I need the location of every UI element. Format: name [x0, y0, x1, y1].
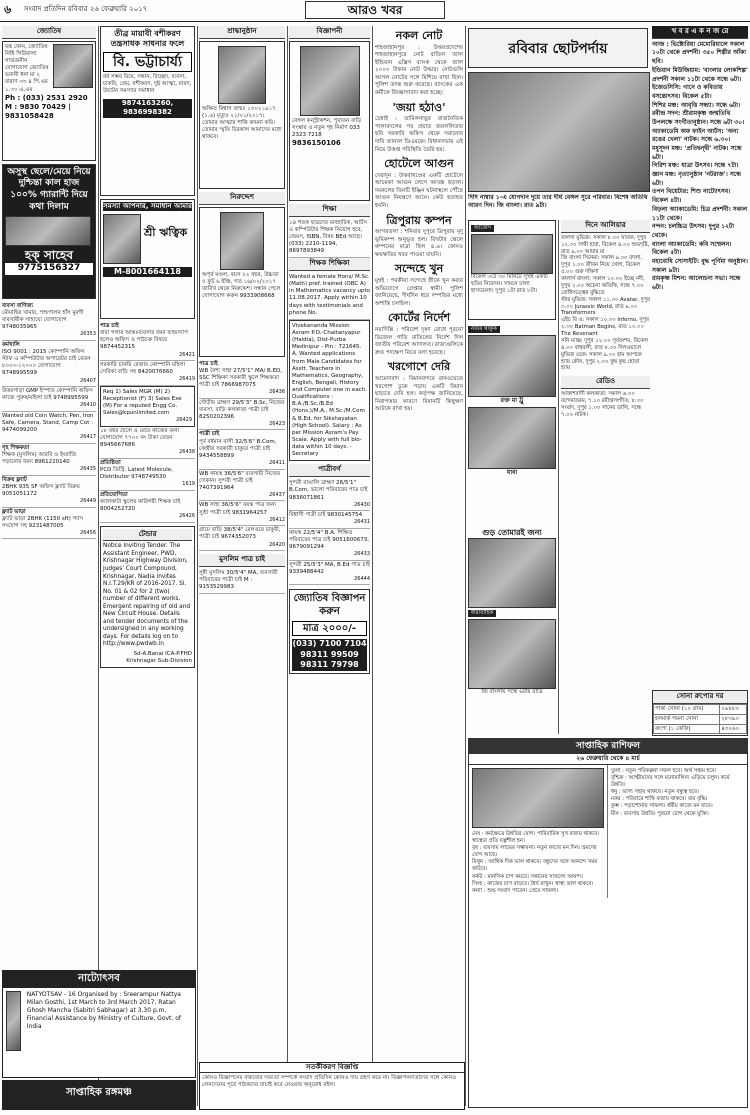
zodiac-entry: কন্যা : শুভ সংবাদ পাবেন। প্রেমে সাফল্য।	[472, 887, 559, 894]
rate-value: ২৯৮৮০	[720, 704, 747, 714]
classified-entry	[199, 399, 285, 431]
tv-section-banner: রবিবার ছোটপর্দায়	[468, 28, 648, 68]
glance-item: মহাবোধি সোসাইটি: বুদ্ধ পূর্ণিমা অনুষ্ঠান। সকাল ৯টা।	[652, 257, 748, 274]
classified-entry	[2, 412, 96, 444]
glance-item: রামকৃষ্ণ মিশন: আলোচনা সভা। সন্ধে ৬টা।	[652, 275, 741, 291]
classified-text: উত্তরপাড়া GMP ইস্পাত কোম্পানি অফিস কাজে পুরুষ/মহিলা চাই 9748995599	[2, 388, 93, 402]
zodiac-entry: কুম্ভ : পড়াশোনায় সাফল্য। ধর্মীয় কাজে মন যাবে।	[611, 803, 713, 810]
classified-heading: ফ্ল্যাট ভাড়া	[2, 508, 26, 515]
classified-code: 26449	[80, 498, 96, 505]
feature-photo	[468, 72, 650, 192]
classified-text: 2BHK 935 SF অফিস ফ্ল্যাট বিক্রয় 9051051172	[2, 483, 80, 497]
tender-heading: টেন্ডার	[103, 529, 192, 542]
classified-entry	[199, 470, 285, 502]
classified-code: 26417	[80, 434, 96, 441]
ad-photo	[5, 216, 91, 246]
headline: হোটেলে আগুন	[384, 157, 454, 171]
classified-code: 1619	[182, 481, 195, 488]
classified-text: মৌমাছির খামার, পশুপালন হাঁস মুরগী ব্যবসায়ীক সাহায্যে যোগাযোগ 9748035965	[2, 309, 84, 331]
tantra-ad	[100, 26, 195, 196]
classified-text: ISO 9001 : 2015 কোম্পানি অফিস স্টাফ ও কম্পিউটার অপারেটর চাই বেতন ৮০০০-১২০০০ যোগাযোগ 9748995599	[2, 348, 91, 377]
ad-photo	[103, 214, 141, 264]
ad-title: অসুস্থ ছেলে/মেয়ে নিয়ে দুশ্চিন্তা কাল হাজ ১০০% গ্যারান্টি দিয়ে কথা দিলাম	[7, 166, 91, 212]
classified-text: WB সাহা 36/5'6" বয়স্ক পাত্র জন্য সুশ্রী পাত্রী চাই 9831964257	[199, 502, 276, 516]
classified-text: কায়স্থ 22/5'4" B.A. শিক্ষিত পরিবারের পাত্র চাই 9051600673, 9679091294	[289, 529, 370, 551]
category-heading: শিক্ষা	[289, 204, 370, 217]
table-row	[654, 714, 747, 724]
tv-photo	[471, 234, 553, 274]
classified-code: 26421	[179, 351, 195, 358]
category-heading: মুসলিম পাত্র চাই	[199, 554, 285, 567]
classified-heading: পাত্র চাই	[199, 360, 218, 367]
classified-entry	[2, 302, 96, 341]
ad-price: মাত্র ২০০০/-	[292, 621, 367, 636]
ad-name: বি. ভট্টাচার্য্য	[103, 52, 192, 72]
classified-entry	[100, 322, 195, 361]
glance-item: ইজেডসিসি: গানে ও কবিতায় বসন্তোৎসব। বিকেল ৫টা।	[652, 84, 723, 100]
headline: 'জয়া হঠাও'	[392, 100, 446, 114]
story-body: নয়াদিল্লি : পরিবেশ দূষণ রোধে পুরনো ডিজেল গাড়ি বাতিলের নির্দেশ দিল জাতীয় পরিবেশ আদালত। রাজ্যগুলিকে দ্রুত পদক্ষেপ নিতে বলা হয়েছে।	[375, 327, 463, 356]
column-rule	[372, 26, 373, 1106]
ad-name: শ্রী ঋত্বিক	[144, 226, 188, 240]
column-rule	[465, 26, 466, 1106]
zodiac-entry: কর্কট : মানসিক চাপ কমবে। সন্তানের সাফল্যে আনন্দ।	[472, 873, 583, 880]
tv-caption: দিদি নাম্বার ১-এ যোগদান দুয়ে তার দীর্ঘ বেঙ্গল সুরে পরিবার। বিশেষ অতিথি আরণ দিন। জি বাংলা। রাত ৯টা।	[468, 194, 648, 209]
story-body: আগরতলা : শনিবার দুপুরে ত্রিপুরায় মৃদু ভূমিকম্প অনুভূত হল। রিখটার স্কেলে কম্পনের মাত্রা ছিল ৪.৬। কোনও ক্ষয়ক্ষতির খবর পাওয়া যায়নি।	[375, 229, 463, 258]
classified-entry	[2, 444, 96, 476]
classified-code: 26411	[269, 460, 285, 467]
zodiac-entry: মিথুন : আর্থিক দিক ভাল থাকবে। বন্ধুদের সঙ্গে আনন্দে সময় কাটবে।	[472, 859, 598, 873]
news-at-a-glance	[652, 26, 748, 736]
classified-code: 26433	[354, 551, 370, 558]
glance-item: বাংলা অ্যাকাডেমি: কবি সম্মেলন। বিকেল ৫টা।	[652, 240, 732, 257]
classified-code: 26430	[354, 501, 370, 508]
classified-heading: প্রতিযোগিতা	[100, 491, 128, 498]
ad-heading: সাপ্তাহিক রঙ্গমঞ্চ	[3, 1081, 195, 1109]
classified-entry	[100, 386, 195, 427]
notice-text: কোনও বিজ্ঞাপনের বক্তব্যের সত্যতা সম্পর্কে সংবাদ প্রতিদিন কোনও দায় গ্রহণ করে না। বিজ্ঞাপনদাতাদের সঙ্গে কোনও লেনদেনের পূর্বে পাঠকদের যাচাই করে নেওয়ার অনুরোধ রইল।	[202, 1074, 457, 1089]
tender-text: Notice Inviting Tender. The Assistant Engineer, PWD, Krishnagar Highway Division, Judges' Court Compound, Krishnagar, Nadia invites N.I.T.29/KR of 2016-2017. SI. No. 01 & 02 for 2 (two) number of different works, Emergent repairing of old and New Circuit House. Details and tender documents of the undersigned in any working days. For details log on to http://www.pwdwb.in	[103, 543, 191, 648]
schedule-heading: দিনে আলিয়ার	[561, 220, 650, 233]
classified-heading: বিক্রয় ফ্ল্যাট	[2, 476, 27, 483]
caution-notice	[199, 1062, 465, 1110]
rate-label: রুপো (১ কেজি)	[654, 724, 720, 734]
classified-entry	[100, 459, 195, 491]
schedule-entry: সনি ম্যাক্স: দুপুর ১২.০০ সূর্যবংশম, বিকেল ৪.০০ বাহুবলী, রাত ৮.০০ দিলওয়ালে	[561, 337, 648, 351]
classifieds-column-1	[2, 26, 96, 1112]
missing-person-photo	[220, 212, 264, 270]
classified-entry	[2, 476, 96, 508]
classified-heading: পাত্র চাই	[100, 323, 119, 329]
classified-entry	[2, 508, 96, 540]
story-body: আমেদাবাদ : বিমানবন্দরে রানওয়েতে খরগোশ ঢুকে পড়ায় একটি বিমান ছাড়তে দেরি হল। কর্তৃপক্ষ জানিয়েছে, নিরাপত্তার কারণে বিমানটি কিছুক্ষণ আটকে রাখা হয়।	[375, 376, 463, 413]
ad-title: তীব্র মায়াবী বশীকরণ তন্ত্রসাধক সাধনার ফলে	[110, 29, 185, 49]
obituary-text: অক্ষিত বিশ্বাস জন্মঃ ১৩০২১৯১৭ (১.৬) মৃত্যুঃ ২১/০১/২০১৭। তোমার আত্মার শান্তি কামনা করি। তোমার স্মৃতি চিরকাল আমাদের মধ্যে থাকবে।	[202, 105, 282, 141]
classified-code: 26435	[80, 466, 96, 473]
glance-item: গিরিশ মঞ্চ: যাত্রা উৎসব। সন্ধে ৭টা।	[652, 162, 739, 170]
horoscope-dates: ২৬ ফেব্রুয়ারি থেকে ৪ মার্চ	[469, 754, 747, 765]
schedule-entry: এইচ বি ও: সকাল ১০.৩০ Inferno, দুপুর ২.৩০ Batman Begins, রাত ১০.০০ The Revenant	[561, 317, 649, 337]
category-heading: বিজ্ঞাপনী	[289, 26, 370, 39]
glance-item: তপন থিয়েটার: শিশু নাট্যোৎসব। বিকেল ৪টা।	[652, 188, 731, 205]
classified-entry	[289, 320, 370, 462]
ad-heading: নাট্যোৎসব	[3, 971, 195, 988]
jyotish-advert	[289, 589, 370, 673]
classified-code: 26426	[179, 513, 195, 520]
classified-entry	[289, 561, 370, 586]
story-body: দেরাদুন : উত্তরাখণ্ডের একটি হোটেলে আচমকা আগুন লেগে আতঙ্ক ছড়াল। দমকলের তিনটি ইঞ্জিন ঘটনাস্থলে পৌঁছে আগুন নিয়ন্ত্রণে আনে। কেউ হতাহত হননি।	[375, 172, 463, 209]
section-title: আরও খবর	[305, 1, 445, 19]
tv-block	[468, 528, 556, 733]
classifieds-column-3	[199, 26, 285, 1106]
gold-rate-box	[652, 690, 748, 736]
tv-caption: যাবা	[506, 469, 518, 477]
classified-text: গৌড়ীয় ব্রাহ্মণ 29/5'3" B.Sc, নিজের ব্যবসা, বাড়ি কলকাতা পাত্রী চাই 8250202396	[199, 399, 285, 420]
tv-label: ধারাবাহিক	[468, 610, 496, 617]
glance-item: রবীন্দ্র সদন: শ্রীরামকৃষ্ণ জন্মতিথি উপলক্ষে সংগীতানুষ্ঠান। সন্ধে ৬টা ৩০।	[652, 110, 745, 126]
story-body: শাহজাহানপুর : উত্তরপ্রদেশের শাহজাহানপুরে নোট বাতিল জাল ইন্ডিয়ান এক্সিস ব্যাংক থেকে জাল ২০০০ টাকার নোট উদ্ধার। নোটগুলি আসল নোটের সঙ্গে মিশিয়ে রাখা ছিল। পুলিশ তদন্ত শুরু করেছে। ব্যাংকের এক কর্মীকে জিজ্ঞাসাবাদ করা হচ্ছে।	[375, 44, 463, 97]
astrology-ad	[2, 41, 96, 161]
tv-label: নজর থাকুক	[468, 326, 500, 333]
classified-text: Vivekananda Mission Asram P.O.-Chaitanyapur (Haldia), Dist-Purba Medinipur - Pin : 721645. A. Wanted applications from Male Candidates for Asstt. Teachers in Mathematics, Geography, English, Bengali, History and Computer one in each. Qualifications : B.A./B.Sc./B.Ed (Hons.)/M.A., M.Sc./M.Com & B.Ed. for Sikshayatan (High School). Salary : As per Mission Asram's Pay Scale. Apply with full bio-data within 10 days. -Secretary	[292, 322, 367, 458]
tv-title: গুড় তোমারই জন্য	[482, 528, 542, 537]
tv-block	[468, 220, 556, 320]
classified-text: বিশ্বাসী পাত্রী চাই 9830145754	[289, 512, 363, 519]
classified-text: WB কায়স্থ 36/5'6" ব্যবসায়ী নিজের দোকান। সুন্দরী পাত্রী চাই 7407391964	[199, 470, 281, 491]
classified-code: 26420	[269, 541, 285, 548]
headline: ত্রিপুরায় কম্পন	[386, 213, 452, 227]
headline: সন্দেহে খুন	[394, 262, 444, 276]
classified-heading: কর্মখালি	[2, 341, 20, 348]
classified-text: পূর্ব বর্ধমান বাসী 32/5'6" B.Com, কেন্দ্রীয় সরকারী চাকুরে পাত্রী চাই 9434558899	[199, 438, 277, 459]
classified-text: গ্রামে বাড়ি 38/5'4" রেলওয়ে চাকুরী, পাত্রী চাই 9674352073	[199, 527, 281, 541]
glance-heading: খ ব র এ ক ন জ রে	[652, 26, 748, 39]
glance-item: মধুসূদন মঞ্চ: 'প্রতিদ্বন্দ্বী' নাটক। সন্ধে ৬টা।	[652, 145, 742, 161]
ad-phone: M-8001664118	[103, 267, 192, 277]
radio-heading: রেডিও	[561, 376, 650, 389]
astrology-ad-3	[100, 199, 195, 319]
classified-code: 26353	[80, 331, 96, 338]
ad-text: NATYOTSAV - 16 Organised by : Sreerampur Nattya Milan Gosthi, 1st March to 3rd March 2017, Ratan Ghosh Mancha (Sabitri Sabhagar) at 3.30 p.m. Financial Assistance by Ministry of Culture, Govt. of India	[26, 990, 182, 1030]
classifieds-column-4	[289, 26, 370, 1106]
story-body: মুম্বই : পরকীয়া সন্দেহে স্ত্রীকে খুন করার অভিযোগে গ্রেপ্তার স্বামী। পুলিশ জানিয়েছে, দীর্ঘদিন ধরে দম্পতির মধ্যে অশান্তি চলছিল।	[375, 278, 463, 307]
classified-entry	[289, 529, 370, 561]
classified-text: সুন্নী মুসলিম 30/5'4" MA, ব্যবসায়ী পরিবারের পাত্রী চাই M : 9153529983	[199, 569, 278, 591]
rate-label: পাকা সোনা (১০ গ্রাম)	[654, 704, 720, 714]
page-number: ৬	[4, 3, 12, 16]
classified-text: WB বৈশ্য সাহা 27/5'1" MA/ B.ED, SSC শিক্ষিকা সরকারী স্কুলে শিক্ষকতা পাত্রী চাই 7866987075	[199, 367, 283, 388]
ad-phone: (033) 7100 7104 98311 99509 98311 79798	[292, 639, 367, 670]
ad-text: যন্ত্র ফোন, জ্যোতিষ নিধি গিরিবালা সার্ভজনীন যোগাযোগ জ্যোতিষ ভবানী ধনা মা ২ বারাণ ৩৩ ৪ পি.এম ১.৩০ এ.এম	[5, 43, 49, 93]
classified-text: সরকারি চাকরি রেজার কোম্পানি মহিলা সেবিকা বাড়ি সহ 8420076660	[100, 362, 186, 376]
column-rule	[98, 26, 99, 1106]
classifieds-column-2	[100, 26, 195, 966]
classified-text: PCD ডিস্ট্রি. Latest Molecule, DIstributor 9748749530	[100, 466, 173, 481]
tv-feature-photo	[468, 72, 650, 192]
astrologer-photo	[472, 768, 604, 828]
zodiac-entry: মকর : পরিবারে শান্তি বজায় থাকবে। ব্যয় বৃদ্ধি।	[611, 796, 708, 803]
rate-value: ২৮৩৯০	[720, 714, 747, 724]
schedule-entry: কালার্স বাংলা: সকাল ১০.০০ ইচ্ছে নদী, দুপুর ২.০০ অচেনা অতিথি, সন্ধে ৭.০০ বোধিসত্ত্বের বুদ্ধিতে	[561, 276, 645, 296]
obituary-photo	[218, 46, 266, 104]
news-column	[375, 26, 463, 1056]
rate-label: হলমার্ক গয়না সোনা	[654, 714, 720, 724]
classified-code: 26456	[80, 529, 96, 536]
classified-code: 26419	[179, 376, 195, 383]
schedule-entry: জি বাংলা সিনেমা: সকাল ৯.০০ বদলা, দুপুর ১.০০ জীবন নিয়ে খেলা, বিকেল ৫.০০ গুরু দক্ষিণা	[561, 255, 643, 276]
weekly-horoscope	[468, 738, 748, 1108]
ad-phone: Ph : (033) 2531 2920	[5, 93, 88, 102]
missing-person-notice	[199, 207, 285, 357]
glance-item: অ্যাকাডেমি অফ ফাইন আর্টস: 'অন্য রঙের খেলা' নাটক। সন্ধে ৬.৩০।	[652, 127, 739, 144]
classified-text: Wanted a female Hons/ M.Sc.(Math) pref. trained (OBC A) in Mathematics vacancy upto 11.08.2017. Apply within 10 days with testimonials and phone No.	[289, 273, 370, 316]
missing-text: অপূর্ব মণ্ডল, বয়স ২২ বছর, উচ্চতা ৫ ফুট ৬ ইঞ্চি, গত ১৬/০২/২০১৭ তারিখ থেকে নিরুদ্দেশ। সন্ধান পেলে যোগাযোগ করুন 9933908668	[202, 271, 281, 299]
construction-ad	[289, 41, 370, 201]
notice-title: সতর্কীকরণ বিজ্ঞপ্তি	[200, 1063, 464, 1073]
glance-item: ইন্ডিয়ান মিউজিয়াম: 'বাংলার লোকশিল্প' প্রদর্শনী সকাল ১১টা থেকে সন্ধে ৬টা।	[652, 66, 748, 83]
tender-signature: Sd-A.Banai ICA-P.FHD Krishnagar Sub-Division	[126, 650, 192, 664]
table-row	[654, 704, 747, 714]
classified-entry	[199, 526, 285, 551]
tv-photo	[468, 407, 556, 469]
classified-entry	[2, 341, 96, 387]
tv-text: বিকেল ৩টে ৩০ মিনিটে সুখই একটি ছবির নিবেদন। সামনে ঢালা হাস্যমেলা। দুপুর ১টা রাত ৮টা।	[471, 273, 548, 295]
schedule-entry: জলসা মুভিজ: সকাল ৮.০০ ঘাতক, দুপুর ১২.০০ সাথী হারা, বিকেল ৪.০০ শুভদৃষ্টি, রাত ৯.০০ আমার মা	[561, 234, 650, 255]
classified-entry	[289, 219, 370, 259]
glance-item: শিশির মঞ্চ: আবৃত্তি সন্ধ্যা। সন্ধে ৬টা।	[652, 101, 741, 109]
zodiac-entry: ধনু : ভাগ্য সহায় থাকবে। নতুন বন্ধুত্ব হবে।	[611, 789, 699, 796]
headline: কোর্টের নির্দেশ	[387, 311, 451, 325]
glance-item: নন্দন: চলচ্চিত্র উৎসব। দুপুর ১২টা থেকে।	[652, 223, 735, 239]
classified-entry	[199, 430, 285, 469]
headline: নকল নোট	[395, 29, 443, 42]
paper-header: সংবাদ প্রতিদিন রবিবার ২৬ ফেব্রুয়ারি ২০১৭	[24, 5, 148, 13]
classified-code: 26437	[269, 491, 285, 498]
schedule-entry: মুভিজ ওকে: সকাল ৯.০০ হাম আপকে হ্যায় কৌন, দুপুর ২.০০ কুছ কুছ হোতা হ্যায়	[561, 351, 642, 372]
glance-item: আজ : ভিক্টোরিয়া মেমোরিয়ালে সকাল ১০টা থেকে প্রদর্শনী। ৩৫০ শিল্পীর আঁকা ছবি।	[652, 40, 746, 66]
zodiac-entry: বৃষ : ব্যবসায় লাভের সম্ভাবনা। নতুন কাজে মন দিন। ভ্রমণের যোগ আছে।	[472, 845, 597, 859]
ad-text: বেঙ্গল কন্স্ট্রাকশন, পুরাতন বাড়ি সংস্কার ও নতুন গৃহ নির্মাণ 033 2323 7218	[292, 117, 362, 139]
tv-photo	[468, 619, 556, 689]
schedule-entry: স্টার মুভিজ: সকাল ১১.০০ Avatar, দুপুর ৩.০০ Jurassic World, রাত ৯.০০ Transformers	[561, 296, 650, 317]
tv-text: জি বাংলায় সন্ধে ৬টায় রাত্রি	[481, 688, 543, 695]
classified-code: 26438	[179, 449, 195, 456]
tv-photo	[468, 538, 556, 608]
ad-text: বর্ষ সম্ভব বিয়ে, সন্তান, বিচ্ছেদ, ব্যবসা, চাকরি, প্রেম, বশীকরণ, দুষ্ট আত্মা, মারণ, উচাটন সমস্যার সমাধান	[103, 73, 192, 95]
category-heading: নিরুদ্দেশ	[199, 192, 285, 205]
classified-code: 26444	[354, 575, 370, 582]
classified-text: ক্যালকাটা স্কুলের কারিগরী শিক্ষক চাই 8004252720	[100, 498, 181, 513]
classified-text: শিক্ষক (মুসলিম) আরবি ও ইংরাজি পড়ানোর জন্য 8961220140	[2, 451, 77, 465]
category-heading: জ্যোতিষ	[2, 26, 96, 39]
story-body: চেন্নাই : তামিলনাড়ুর রাজনৈতিক পালাবদলের পর প্রয়াত জয়ললিতার ছবি সরকারি অফিস থেকে সরানোর দাবি জানাল ডিএমকে। বিধানসভায় এই নিয়ে উত্তপ্ত পরিস্থিতি তৈরি হয়।	[375, 116, 463, 153]
rate-value: ৪৩২৬০	[720, 724, 747, 734]
glance-item: জ্ঞান মঞ্চ: নৃত্যানুষ্ঠান 'নটরাজ'। সন্ধে ৬টা।	[652, 171, 741, 187]
ad-title: সমস্যা আপনার, সমাধান আমার	[103, 202, 192, 210]
classified-entry	[289, 479, 370, 511]
classified-text: ১৪ শতক ছাত্রদের ব্যবহারিক, আর্টস ও কম্পিউটার শিক্ষক নিয়োগ হবে, জেমস, ISBN, বিষয় BEd আছে। (033) 2210-1194, 8697893849	[289, 219, 367, 255]
classified-entry	[100, 491, 195, 523]
ad-phone: 9775156327	[5, 263, 93, 275]
astrology-ad-2	[2, 164, 96, 299]
classified-heading: প্রতিষ্ঠিতা	[100, 459, 121, 466]
tv-caption: রক্ত মা ট্রু	[500, 396, 524, 404]
ad-phone: 9874163260, 9836998382	[103, 99, 192, 117]
classified-heading: গৃহ শিক্ষকতা	[2, 444, 30, 451]
classified-text: ফ্ল্যাট ভাড়া 2BHK (1150 sft) গ্যাস সংযোগ সহ 9231487005	[2, 515, 84, 529]
horoscope-title: সাপ্তাহিক রাশিফল	[469, 739, 747, 754]
classified-entry	[100, 361, 195, 386]
glance-item: বিড়লা অ্যাকাডেমি: চিত্র প্রদর্শনী। সকাল ১১টা থেকে।	[652, 205, 748, 222]
astrologer-photo	[53, 44, 93, 88]
radio-text: আকাশবাণী কলকাতা: সকাল ৬.০০ বন্দেমাতরম, ৭.১০ রবীন্দ্রসংগীত, ৮.০০ সংবাদ, দুপুর ১.০০ গানের ডালি, সন্ধে ৭.০০ নাটক।	[561, 391, 644, 418]
zodiac-entry: বৃশ্চিক : আত্মীয়দের সঙ্গে মনোমালিন্য এড়িয়ে চলুন। কর্মে উন্নতি।	[611, 774, 730, 789]
classified-heading: পাত্রী চাই	[199, 431, 220, 438]
classified-text: সুন্দরী বাঙালি ব্রাহ্মণ 26/5'1" B.Com, ভালো পরিবারের পাত্র চাই 9836071861	[289, 480, 368, 501]
classified-entry	[289, 511, 370, 529]
weekly-stage-ad	[2, 1080, 196, 1110]
classified-entry	[199, 360, 285, 399]
tender-notice	[100, 526, 195, 668]
category-heading: পাত্রীবর্গ	[289, 464, 370, 477]
classified-text: Wanted old Coin Watch, Pen, Iron Safe, Camera, Stand, Camp Cot : 9474099200	[2, 412, 94, 434]
zodiac-entry: তুলা : নতুন পরিকল্পনা সফল হবে। অর্থ সঞ্চয় হবে।	[611, 767, 717, 774]
classified-text: Req 1) Sales MGR (M) 2) Receptionist (F) 3) Sales Exe (M) For a reputed Engg Co. Sales@kpunlimited.com	[103, 388, 182, 417]
masthead	[0, 0, 750, 22]
classified-code: 26431	[354, 519, 370, 526]
zodiac-entry: সিংহ : কাজের চাপ বাড়বে। ধৈর্য রাখুন। স্বাস্থ্য ভাল থাকবে।	[472, 880, 594, 887]
tv-schedule	[558, 220, 650, 734]
classified-text: বাবা গলার আন্তঃব্যবসার জমা ফান্ডস্যাপ হলেও অফিস ও পাঠচক্র বিষয়ে 9874452315	[100, 330, 188, 351]
ad-photo	[300, 46, 360, 116]
gold-rate-table	[653, 704, 747, 735]
gold-heading: সোনা রুপোর দর	[653, 691, 747, 704]
classified-code: 26436	[269, 389, 285, 396]
ad-phone: 9836150106	[292, 139, 341, 148]
ad-mobile: M : 9830 70429 | 9831058428	[5, 102, 71, 120]
classified-code: 26410	[80, 402, 96, 409]
classified-entry	[289, 273, 370, 320]
column-rule	[287, 26, 288, 1106]
tv-block	[468, 324, 556, 524]
zodiac-entry: মীন : ব্যবসায় উন্নতি। পুরনো রোগ থেকে মুক্তি।	[611, 810, 709, 817]
classified-text: ১৮ বছর ছেলে ও মেয়ে কাজের জন্য যোগাযোগ ৭৭০০ নং টাকা বেতন 8945667686	[100, 427, 180, 449]
table-row	[654, 724, 747, 734]
column-rule	[197, 26, 198, 1106]
classified-code: 26423	[269, 420, 285, 427]
category-heading: শিক্ষক শিক্ষিকা	[289, 258, 370, 271]
classified-code: 26407	[80, 377, 96, 384]
obituary-notice	[199, 41, 285, 189]
classified-code: 26412	[269, 516, 285, 523]
classified-entry	[2, 387, 96, 412]
classified-heading: ব্যবসা বাণিজ্য	[2, 302, 33, 309]
zodiac-entry: মেষ : কর্মক্ষেত্রে উন্নতির যোগ। পারিবারিক সুখ বজায় থাকবে। স্বাস্থ্যের প্রতি যত্নশীল হন।	[472, 830, 600, 844]
ad-title: জ্যোতিষ বিজ্ঞাপন করুন	[293, 593, 366, 618]
classified-text: সুন্দরী 25/5'3" MA, B.Ed পাত্র চাই 9339488442	[289, 561, 370, 575]
category-heading: শ্রাদ্ধানুষ্ঠান	[199, 26, 285, 39]
classified-code: 26429	[176, 417, 192, 424]
classified-entry	[199, 501, 285, 526]
tv-label: আর্জেস	[471, 225, 494, 232]
natyotsav-ad	[2, 970, 196, 1078]
tv-photo	[468, 335, 556, 397]
ad-name: হক্‌ সাহেব	[24, 247, 74, 262]
headline: খরগোশে দেরি	[387, 360, 451, 374]
ad-photo	[6, 991, 21, 1051]
classified-entry	[100, 427, 195, 459]
classified-entry	[199, 569, 285, 594]
